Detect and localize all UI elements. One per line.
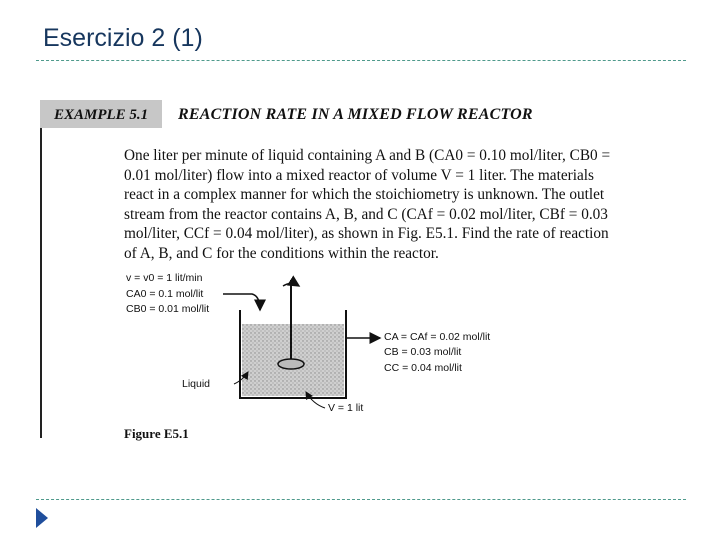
inlet-flow-label: v = v0 = 1 lit/min <box>126 272 203 284</box>
inlet-arrow <box>223 294 260 310</box>
volume-label: V = 1 lit <box>328 402 364 414</box>
inlet-ca0-label: CA0 = 0.1 mol/lit <box>126 288 204 300</box>
textbook-excerpt <box>38 100 668 440</box>
outlet-cb-label: CB = 0.03 mol/lit <box>384 346 462 358</box>
impeller <box>278 359 304 369</box>
problem-line: stream from the reactor contains A, B, and C (CAf = 0.02 mol/liter, CBf = 0.03 <box>124 205 608 223</box>
figure-caption: Figure E5.1 <box>124 426 189 441</box>
example-tag: EXAMPLE 5.1 <box>40 100 162 128</box>
slide-marker-icon <box>36 508 48 528</box>
problem-line: 0.01 mol/liter) flow into a mixed reactor of volume V = 1 liter. The materials <box>124 166 594 184</box>
problem-line: One liter per minute of liquid containing A and B (CA0 = 0.10 mol/liter, CB0 = <box>124 147 611 164</box>
footer-divider <box>36 499 686 500</box>
liquid-label: Liquid <box>182 378 211 390</box>
reactor-diagram <box>38 100 668 440</box>
problem-line: react in a complex manner for which the stoichiometry is unknown. The outlet <box>124 186 605 203</box>
problem-line: mol/liter, CCf = 0.04 mol/liter), as shown in Fig. E5.1. Find the rate of reaction <box>124 225 609 242</box>
outlet-ca-label: CA = CAf = 0.02 mol/lit <box>384 331 491 343</box>
title-divider <box>36 60 686 61</box>
example-heading: REACTION RATE IN A MIXED FLOW REACTOR <box>178 106 533 123</box>
outlet-cc-label: CC = 0.04 mol/lit <box>384 362 462 374</box>
inlet-cb0-label: CB0 = 0.01 mol/lit <box>126 303 210 315</box>
slide-title: Esercizio 2 (1) <box>43 24 203 52</box>
problem-line: of A, B, and C for the conditions within the reactor. <box>124 244 439 262</box>
